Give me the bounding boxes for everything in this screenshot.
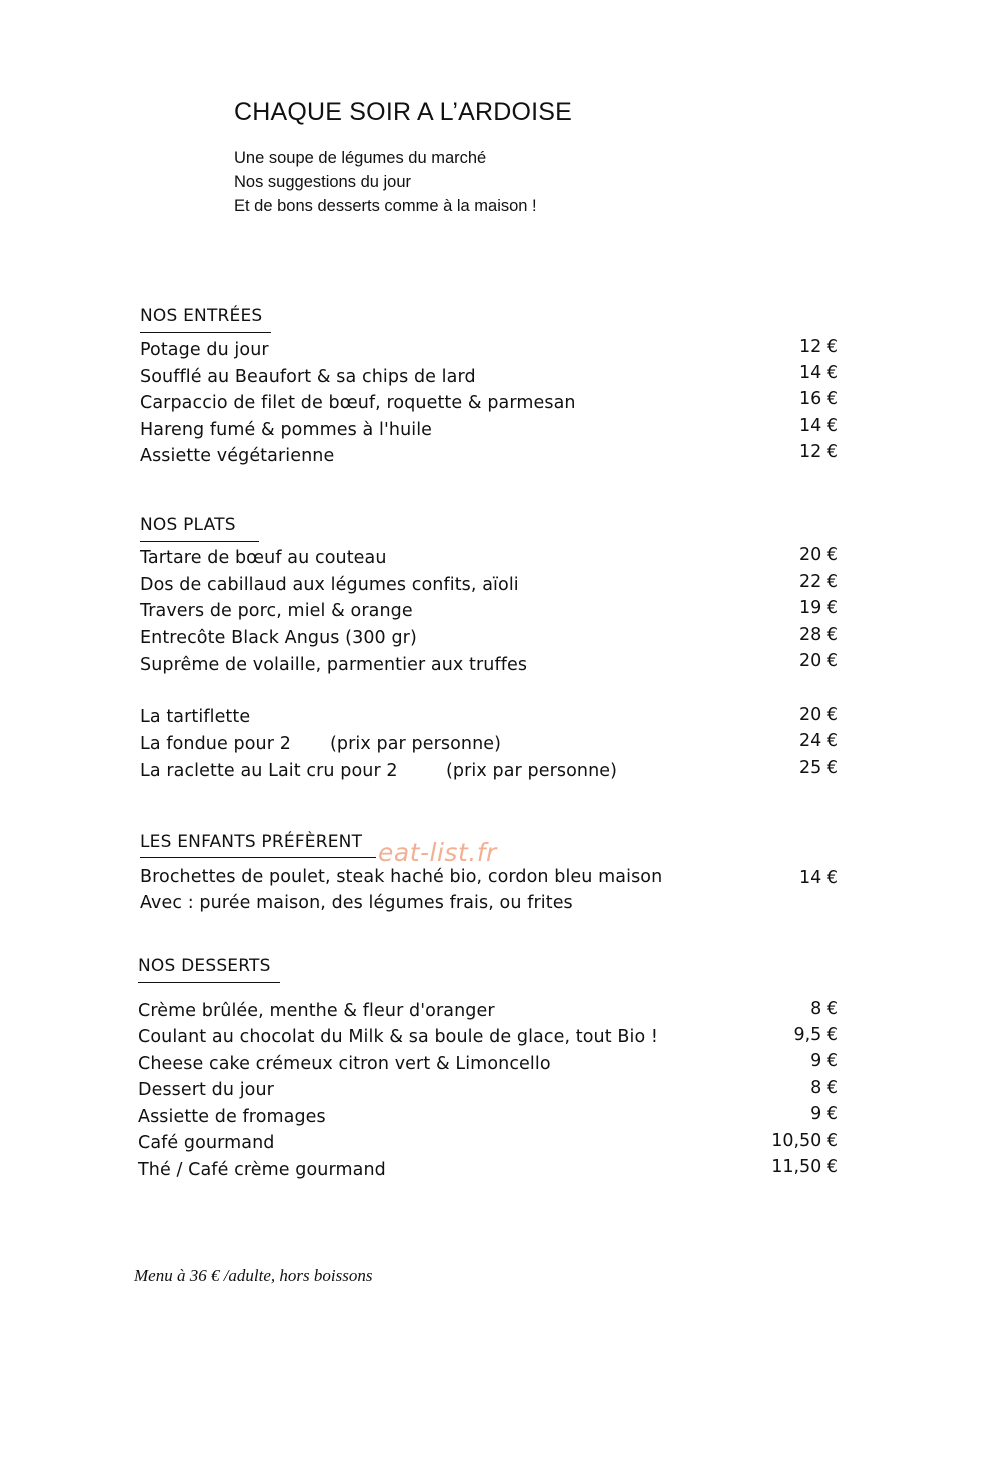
menu-item-label: Travers de porc, miel & orange	[140, 601, 413, 621]
intro-line: Une soupe de légumes du marché	[234, 149, 487, 167]
menu-item-label: Thé / Café crème gourmand	[138, 1160, 386, 1180]
kids-menu-line: Brochettes de poulet, steak haché bio, cordon bleu maison	[140, 867, 663, 887]
menu-item-label: Carpaccio de filet de bœuf, roquette & parmesan	[140, 393, 576, 413]
menu-item-label: Café gourmand	[138, 1133, 275, 1153]
menu-item-label: Assiette de fromages	[138, 1107, 326, 1127]
menu-item-label: Dos de cabillaud aux légumes confits, aïoli	[140, 575, 519, 595]
menu-item-price: 14 €	[799, 363, 838, 383]
intro-line: Nos suggestions du jour	[234, 173, 412, 191]
section-underline	[138, 982, 280, 983]
menu-item-note: (prix par personne)	[330, 734, 502, 754]
menu-item-price: 28 €	[799, 625, 838, 645]
menu-item-price: 19 €	[799, 598, 838, 618]
menu-item-price: 22 €	[799, 572, 838, 592]
menu-price-note: Menu à 36 € /adulte, hors boissons	[134, 1266, 373, 1285]
section-title-enfants: LES ENFANTS PRÉFÈRENT	[140, 832, 363, 852]
menu-item-price: 8 €	[810, 1078, 838, 1098]
menu-item-label: Entrecôte Black Angus (300 gr)	[140, 628, 417, 648]
menu-item-label: Crème brûlée, menthe & fleur d'oranger	[138, 1001, 495, 1021]
menu-item-label: La fondue pour 2	[140, 734, 291, 754]
menu-item-price: 9,5 €	[793, 1025, 838, 1045]
menu-item-label: La raclette au Lait cru pour 2	[140, 761, 398, 781]
menu-item-label: La tartiflette	[140, 707, 251, 727]
section-title-entrees: NOS ENTRÉES	[140, 306, 263, 326]
menu-item-label: Coulant au chocolat du Milk & sa boule de glace, tout Bio !	[138, 1027, 659, 1047]
menu-item-price: 16 €	[799, 389, 838, 409]
menu-item-price: 24 €	[799, 731, 838, 751]
watermark: eat-list.fr	[378, 838, 497, 867]
menu-item-note: (prix par personne)	[446, 761, 618, 781]
kids-menu-line: Avec : purée maison, des légumes frais, ou frites	[140, 893, 573, 913]
menu-item-price: 10,50 €	[771, 1131, 838, 1151]
section-title-desserts: NOS DESSERTS	[138, 956, 271, 976]
section-underline	[140, 541, 259, 542]
menu-item-price: 11,50 €	[771, 1157, 838, 1177]
menu-item-price: 14 €	[799, 416, 838, 436]
menu-item-price: 12 €	[799, 442, 838, 462]
intro-line: Et de bons desserts comme à la maison !	[234, 197, 537, 215]
menu-item-label: Cheese cake crémeux citron vert & Limoncello	[138, 1054, 551, 1074]
page-title: CHAQUE SOIR A L’ARDOISE	[234, 98, 573, 126]
section-underline	[140, 332, 271, 333]
menu-item-price: 12 €	[799, 337, 838, 357]
section-underline	[140, 857, 376, 858]
menu-item-label: Soufflé au Beaufort & sa chips de lard	[140, 367, 476, 387]
menu-item-price: 25 €	[799, 758, 838, 778]
menu-item-price: 9 €	[810, 1104, 838, 1124]
menu-item-price: 8 €	[810, 999, 838, 1019]
menu-item-price: 14 €	[799, 868, 838, 888]
intro-block	[234, 146, 537, 218]
menu-item-label: Potage du jour	[140, 340, 269, 360]
section-title-plats: NOS PLATS	[140, 515, 236, 535]
menu-item-label: Assiette végétarienne	[140, 446, 335, 466]
menu-item-price: 20 €	[799, 545, 838, 565]
menu-item-label: Hareng fumé & pommes à l'huile	[140, 420, 433, 440]
menu-item-price: 20 €	[799, 651, 838, 671]
menu-item-price: 20 €	[799, 705, 838, 725]
menu-item-label: Suprême de volaille, parmentier aux truffes	[140, 655, 528, 675]
menu-item-label: Tartare de bœuf au couteau	[140, 548, 387, 568]
menu-item-price: 9 €	[810, 1051, 838, 1071]
menu-item-label: Dessert du jour	[138, 1080, 274, 1100]
